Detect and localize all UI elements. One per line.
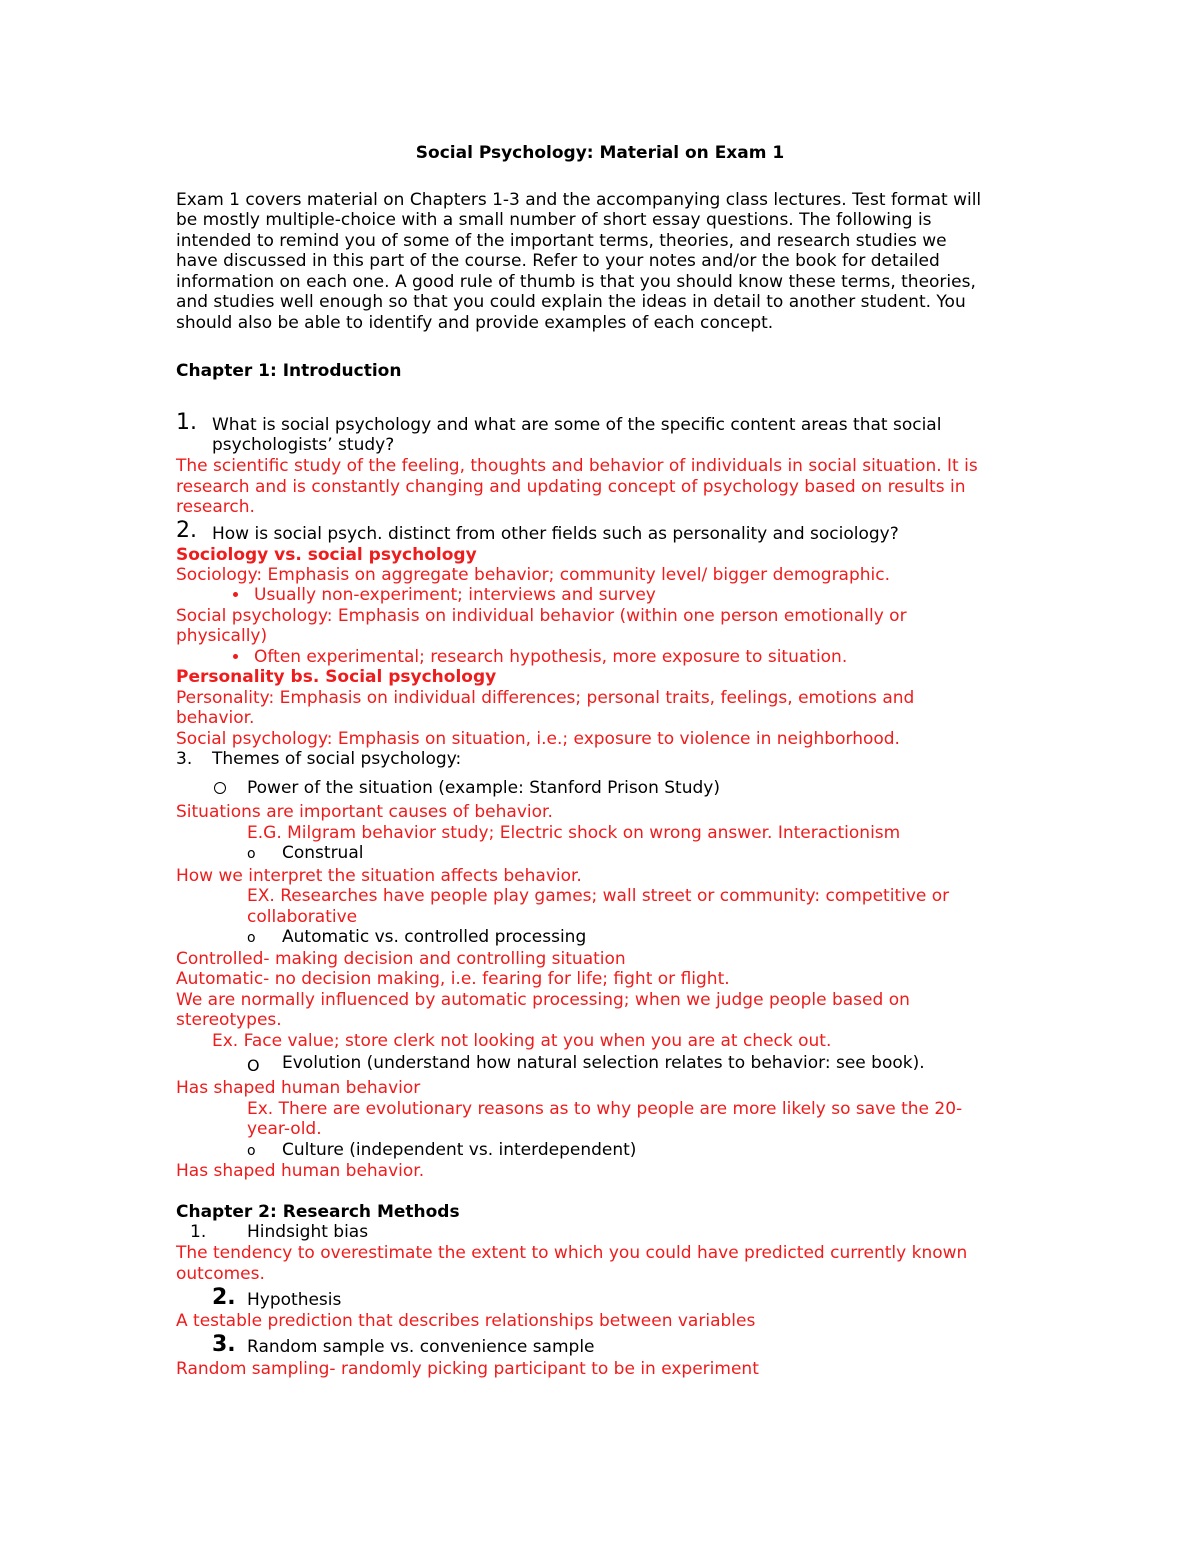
- sociology-heading: Sociology vs. social psychology: [176, 545, 477, 565]
- theme-4-example: year-old.: [247, 1119, 322, 1139]
- chapter-2-heading: Chapter 2: Research Methods: [176, 1202, 460, 1222]
- circle-bullet-icon: O: [247, 1056, 260, 1075]
- item-1-number: 1.: [190, 1222, 207, 1242]
- theme-1-example: E.G. Milgram behavior study; Electric shock on wrong answer. Interactionism: [247, 823, 901, 843]
- theme-1-answer: Situations are important causes of behavior.: [176, 802, 553, 822]
- item-2: Hypothesis: [247, 1290, 342, 1310]
- item-1-answer: outcomes.: [176, 1264, 265, 1284]
- theme-3-example: Ex. Face value; store clerk not looking at you when you are at check out.: [212, 1031, 832, 1051]
- theme-3-answer: We are normally influenced by automatic processing; when we judge people based on: [176, 990, 910, 1010]
- theme-5-answer: Has shaped human behavior.: [176, 1161, 425, 1181]
- social-psych-line: physically): [176, 626, 268, 646]
- circle-bullet-icon: [214, 782, 226, 794]
- theme-1: Power of the situation (example: Stanford Prison Study): [247, 778, 720, 798]
- q1-number: 1.: [176, 410, 197, 435]
- intro-line: be mostly multiple-choice with a small number of short essay questions. The following is: [176, 210, 932, 230]
- theme-4: Evolution (understand how natural selection relates to behavior: see book).: [282, 1053, 925, 1073]
- sociology-line: Sociology: Emphasis on aggregate behavior; community level/ bigger demographic.: [176, 565, 891, 585]
- personality-social-line: Social psychology: Emphasis on situation, i.e.; exposure to violence in neighborhood.: [176, 729, 900, 749]
- item-2-number: 2.: [212, 1285, 236, 1310]
- chapter-1-heading: Chapter 1: Introduction: [176, 361, 402, 381]
- item-3: Random sample vs. convenience sample: [247, 1337, 595, 1357]
- intro-line: Exam 1 covers material on Chapters 1-3 and the accompanying class lectures. Test format will: [176, 190, 982, 210]
- theme-5: Culture (independent vs. interdependent): [282, 1140, 637, 1160]
- q3-text: Themes of social psychology:: [212, 749, 462, 769]
- theme-2: Construal: [282, 843, 364, 863]
- personality-line: Personality: Emphasis on individual differences; personal traits, feelings, emotions and: [176, 688, 915, 708]
- q1-answer: The scientific study of the feeling, thoughts and behavior of individuals in social situation. It is: [176, 456, 978, 476]
- theme-3-answer: Automatic- no decision making, i.e. fearing for life; fight or flight.: [176, 969, 730, 989]
- theme-2-example: collaborative: [247, 907, 358, 927]
- theme-2-example: EX. Researches have people play games; wall street or community: competitive or: [247, 886, 950, 906]
- theme-4-example: Ex. There are evolutionary reasons as to why people are more likely so save the 20-: [247, 1099, 963, 1119]
- item-1-answer: The tendency to overestimate the extent to which you could have predicted currently known: [176, 1243, 968, 1263]
- sociology-bullet: Usually non-experiment; interviews and survey: [254, 585, 656, 605]
- bullet-icon: [233, 592, 238, 597]
- q1-answer: research and is constantly changing and updating concept of psychology based on results in: [176, 477, 966, 497]
- intro-line: information on each one. A good rule of thumb is that you should know these terms, theories,: [176, 272, 976, 292]
- personality-heading: Personality bs. Social psychology: [176, 667, 497, 687]
- q1-answer: research.: [176, 497, 255, 517]
- item-2-answer: A testable prediction that describes relationships between variables: [176, 1311, 756, 1331]
- q3-number: 3.: [176, 749, 193, 769]
- personality-line: behavior.: [176, 708, 255, 728]
- q2-text: How is social psych. distinct from other fields such as personality and sociology?: [212, 524, 899, 544]
- theme-4-answer: Has shaped human behavior: [176, 1078, 421, 1098]
- theme-2-answer: How we interpret the situation affects behavior.: [176, 866, 582, 886]
- q1-text: What is social psychology and what are some of the specific content areas that social: [212, 415, 942, 435]
- item-3-answer: Random sampling- randomly picking participant to be in experiment: [176, 1359, 759, 1379]
- theme-3: Automatic vs. controlled processing: [282, 927, 587, 947]
- intro-line: should also be able to identify and provide examples of each concept.: [176, 313, 774, 333]
- intro-line: and studies well enough so that you could explain the ideas in detail to another student. You: [176, 292, 966, 312]
- theme-3-answer: stereotypes.: [176, 1010, 282, 1030]
- item-1: Hindsight bias: [247, 1222, 369, 1242]
- circle-bullet-icon: o: [247, 846, 256, 862]
- social-psych-bullet: Often experimental; research hypothesis, more exposure to situation.: [254, 647, 848, 667]
- circle-bullet-icon: o: [247, 1143, 256, 1159]
- page-title: Social Psychology: Material on Exam 1: [415, 143, 785, 163]
- item-3-number: 3.: [212, 1332, 236, 1357]
- q2-number: 2.: [176, 518, 197, 543]
- circle-bullet-icon: o: [247, 930, 256, 946]
- q1-text: psychologists’ study?: [212, 435, 395, 455]
- social-psych-line: Social psychology: Emphasis on individual behavior (within one person emotionally or: [176, 606, 907, 626]
- bullet-icon: [233, 654, 238, 659]
- intro-line: intended to remind you of some of the important terms, theories, and research studies we: [176, 231, 947, 251]
- theme-3-answer: Controlled- making decision and controlling situation: [176, 949, 626, 969]
- intro-line: have discussed in this part of the course. Refer to your notes and/or the book for detailed: [176, 251, 940, 271]
